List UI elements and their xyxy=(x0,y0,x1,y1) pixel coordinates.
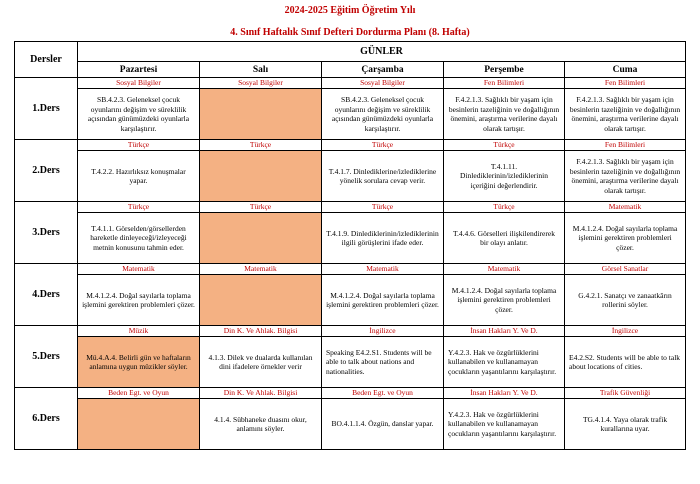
lesson-cell xyxy=(565,388,686,450)
objective-text: F.4.2.1.3. Sağlıklı bir yaşam için besinlerin tazeliğinin ve doğallığının önemini, araştırma verilerine dayalı olarak tartışır. xyxy=(569,95,681,133)
objective-text: M.4.1.2.4. Doğal sayılarla toplama işlemini gerektiren problemleri çözer. xyxy=(451,285,557,314)
weekly-plan-table xyxy=(14,41,686,450)
lesson-cell xyxy=(78,388,200,450)
subject-label: Trafik Güvenliği xyxy=(565,388,685,399)
subject-label: Matematik xyxy=(78,264,199,275)
lesson-cell xyxy=(200,264,322,326)
subject-label: Türkçe xyxy=(78,140,199,151)
objective-text: T.4.2.2. Hazırlıksız konuşmalar yapar. xyxy=(91,166,186,185)
objective-text xyxy=(200,151,321,201)
lesson-cell xyxy=(78,78,200,140)
table-row xyxy=(15,78,686,140)
objective-text: M.4.1.2.4. Doğal sayılarla toplama işlemini gerektiren problemleri çözer. xyxy=(326,290,439,309)
objective-text: Mü.4.A.4. Belirli gün ve haftaların anlamına uygun müzikler söyler. xyxy=(78,337,199,387)
objective-text xyxy=(200,213,321,263)
objective-text: T.4.4.6. Görselleri ilişkilendirerek bir olayı anlatır. xyxy=(453,228,555,247)
subject-label: Matematik xyxy=(565,202,685,213)
page-subtitle: 4. Sınıf Haftalık Sınıf Defteri Dordurma Planı (8. Hafta) xyxy=(230,27,470,38)
table-row xyxy=(15,140,686,202)
lesson-cell xyxy=(78,264,200,326)
lesson-cell xyxy=(322,140,444,202)
lesson-cell xyxy=(565,78,686,140)
objective-text xyxy=(78,399,199,449)
subject-label: Türkçe xyxy=(322,202,443,213)
objective-text: M.4.1.2.4. Doğal sayılarla toplama işlemini gerektiren problemleri çözer. xyxy=(82,290,195,309)
day-header-carsamba: Çarşamba xyxy=(322,62,444,78)
subject-label: Fen Bilimleri xyxy=(565,78,685,89)
subject-label: İnsan Hakları Y. Ve D. xyxy=(444,388,564,399)
subject-label: Din K. Ve Ahlak. Bilgisi xyxy=(200,388,321,399)
lesson-cell xyxy=(78,326,200,388)
lesson-cell xyxy=(78,140,200,202)
day-header-persembe: Perşembe xyxy=(444,62,565,78)
table-row xyxy=(15,202,686,264)
lesson-cell xyxy=(200,140,322,202)
subject-label: Türkçe xyxy=(444,140,564,151)
objective-text: T.4.1.1. Görselden/görsellerden hareketle dinleyeceği/izleyeceği metnin konusunu tahmin eder. xyxy=(90,223,187,252)
objective-text: M.4.1.2.4. Doğal sayılarla toplama işlemini gerektiren problemleri çözer. xyxy=(572,223,678,252)
objective-text: F.4.2.1.3. Sağlıklı bir yaşam için besinlerin tazeliğinin ve doğallığının önemini, araştırma verilerine dayalı olarak tartışır. xyxy=(569,157,681,195)
subject-label: Sosyal Bilgiler xyxy=(200,78,321,89)
objective-text xyxy=(200,275,321,325)
objective-text: SB.4.2.3. Geleneksel çocuk oyunlarını değişim ve süreklilik açısından günümüzdeki oyunlarla karşılaştırır. xyxy=(331,95,434,133)
lesson-cell xyxy=(78,202,200,264)
subject-label: İnsan Hakları Y. Ve D. xyxy=(444,326,564,337)
lesson-cell xyxy=(200,326,322,388)
lesson-label: 6.Ders xyxy=(15,388,78,450)
lesson-cell xyxy=(565,202,686,264)
lesson-label: 2.Ders xyxy=(15,140,78,202)
objective-text: F.4.2.1.3. Sağlıklı bir yaşam için besinlerin tazeliğinin ve doğallığının önemini, araştırma verilerine dayalı olarak tartışır. xyxy=(448,95,560,133)
objective-text: E4.2.S2. Students will be able to talk about locations of cities. xyxy=(569,352,681,371)
lesson-label: 1.Ders xyxy=(15,78,78,140)
objective-text: Y.4.2.3. Hak ve özgürlüklerini kullanabilen ve kullanamayan çocukların yaşantılarını karşılaştırır. xyxy=(448,347,557,376)
lesson-cell xyxy=(200,388,322,450)
lesson-cell xyxy=(444,326,565,388)
day-header-pazartesi: Pazartesi xyxy=(78,62,200,78)
lesson-cell xyxy=(444,78,565,140)
lesson-label: 4.Ders xyxy=(15,264,78,326)
subject-label: İngilizce xyxy=(322,326,443,337)
gunler-header: GÜNLER xyxy=(78,42,686,62)
subject-label: Din K. Ve Ahlak. Bilgisi xyxy=(200,326,321,337)
lesson-cell xyxy=(444,264,565,326)
subject-label: Türkçe xyxy=(444,202,564,213)
lesson-cell xyxy=(565,326,686,388)
subject-label: Türkçe xyxy=(322,140,443,151)
subject-label: Matematik xyxy=(200,264,321,275)
subject-label: Beden Egt. ve Oyun xyxy=(322,388,443,399)
subject-label: Türkçe xyxy=(78,202,199,213)
lesson-cell xyxy=(322,78,444,140)
objective-text: TG.4.1.4. Yaya olarak trafik kurallarına uyar. xyxy=(582,414,668,433)
objective-text: BO.4.1.1.4. Özgün, danslar yapar. xyxy=(331,419,434,429)
lesson-cell xyxy=(322,326,444,388)
day-header-cuma: Cuma xyxy=(565,62,686,78)
lesson-cell xyxy=(444,388,565,450)
subject-label: İngilizce xyxy=(565,326,685,337)
objective-text: Y.4.2.3. Hak ve özgürlüklerini kullanabilen ve kullanamayan çocukların yaşantılarını karşılaştırır. xyxy=(448,409,557,438)
lesson-label: 5.Ders xyxy=(15,326,78,388)
lesson-label: 3.Ders xyxy=(15,202,78,264)
lesson-cell xyxy=(565,264,686,326)
lesson-cell xyxy=(322,264,444,326)
lesson-cell xyxy=(444,202,565,264)
subject-label: Türkçe xyxy=(200,202,321,213)
lesson-cell xyxy=(322,202,444,264)
objective-text: SB.4.2.3. Geleneksel çocuk oyunlarını değişim ve süreklilik açısından günümüzdeki oyunlarla karşılaştırır. xyxy=(87,95,190,133)
objective-text: G.4.2.1. Sanatçı ve zanaatkârın rollerini söyler. xyxy=(578,290,672,309)
objective-text: T.4.1.9. Dinlediklerinin/izlediklerinin ilgili görüşlerini ifade eder. xyxy=(326,228,439,247)
lesson-cell xyxy=(444,140,565,202)
objective-text: 4.1.4. Sübhaneke duasını okur, anlamını söyler. xyxy=(214,414,307,433)
table-row xyxy=(15,326,686,388)
subject-label: Sosyal Bilgiler xyxy=(322,78,443,89)
objective-text: T.4.1.7. Dinlediklerine/izlediklerine yönelik sorulara cevap verir. xyxy=(328,166,437,185)
table-row xyxy=(15,264,686,326)
objective-text: Speaking E4.2.S1. Students will be able to talk about nations and nationalities. xyxy=(326,347,432,376)
subject-label: Beden Egt. ve Oyun xyxy=(78,388,199,399)
subject-label: Fen Bilimleri xyxy=(444,78,564,89)
subject-label: Fen Bilimleri xyxy=(565,140,685,151)
lesson-cell xyxy=(322,388,444,450)
lesson-cell xyxy=(200,202,322,264)
table-row xyxy=(15,388,686,450)
subject-label: Sosyal Bilgiler xyxy=(78,78,199,89)
lesson-cell xyxy=(200,78,322,140)
subject-label: Müzik xyxy=(78,326,199,337)
objective-text: 4.1.3. Dilek ve dualarda kullanılan dini ifadelere örnekler verir xyxy=(208,352,313,371)
dersler-header: Dersler xyxy=(15,42,78,78)
subject-label: Görsel Sanatlar xyxy=(565,264,685,275)
page-title: 2024-2025 Eğitim Öğretim Yılı xyxy=(284,5,416,16)
objective-text xyxy=(200,89,321,139)
subject-label: Matematik xyxy=(444,264,564,275)
subject-label: Türkçe xyxy=(200,140,321,151)
objective-text: T.4.1.11. Dinlediklerinin/izlediklerinin içeriğini değerlendirir. xyxy=(460,161,548,190)
day-header-sali: Salı xyxy=(200,62,322,78)
subject-label: Matematik xyxy=(322,264,443,275)
lesson-cell xyxy=(565,140,686,202)
